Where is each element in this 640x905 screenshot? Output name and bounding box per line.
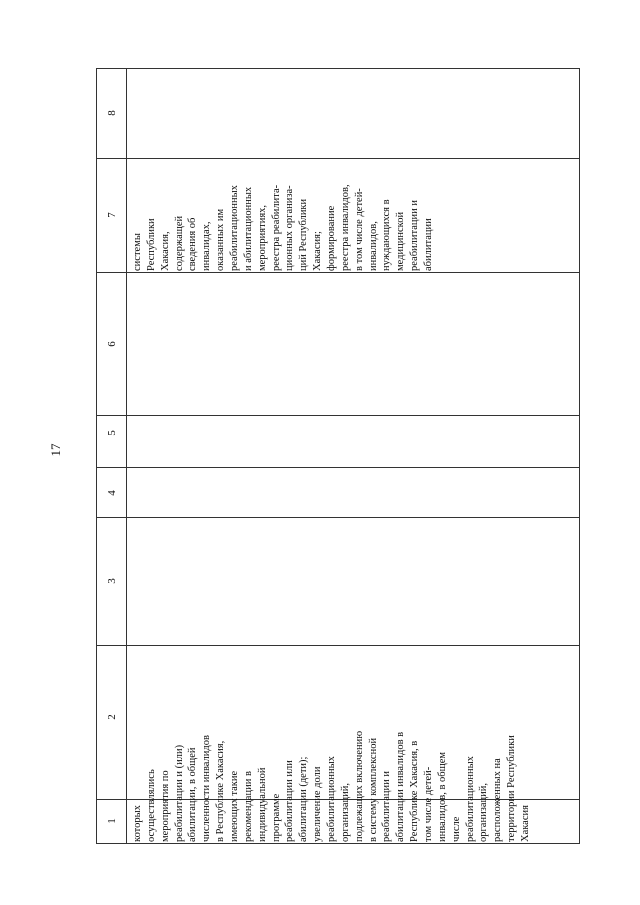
text-line: увеличение доли — [312, 766, 324, 842]
text-line: имеющих такие — [229, 770, 241, 842]
text-line: ционных организа- — [284, 185, 296, 271]
text-line: инвалидов, в общем — [436, 751, 448, 842]
text-line: абилитации, в общей — [187, 747, 199, 842]
text-line: Республики — [145, 218, 157, 271]
column-header-4: 4 — [106, 490, 118, 496]
text-line: содержащей — [173, 215, 185, 271]
text-line: реабилитации и (или) — [173, 744, 185, 842]
column-header-1: 1 — [106, 818, 118, 824]
text-line: численности инвалидов — [201, 735, 213, 842]
text-line: инвалидов, — [367, 221, 379, 271]
text-line: расположенных на — [492, 758, 504, 842]
text-line: в Республике Хакасия, — [215, 740, 227, 842]
text-line: программе — [270, 793, 282, 842]
column-header-5: 5 — [106, 430, 118, 436]
text-line: реестра инвалидов, — [339, 184, 351, 271]
text-line: мероприятиях, — [256, 204, 268, 271]
header-row — [97, 69, 127, 843]
text-line: Республике Хакасия, в — [409, 740, 421, 842]
text-line: мероприятия по — [159, 770, 171, 842]
column-header-7: 7 — [106, 212, 118, 218]
text-line: сведения об — [187, 217, 199, 271]
text-line: том числе детей- — [423, 766, 435, 842]
page-number: 17 — [48, 443, 63, 457]
text-line: реабилитации и — [409, 200, 421, 271]
text-line: оказанных им — [215, 208, 227, 271]
text-line: медицинской — [395, 211, 407, 271]
text-line: абилитации (дети); — [298, 756, 310, 842]
text-line: Хакасия — [520, 805, 532, 842]
text-line: нуждающихся в — [381, 199, 393, 271]
text-line: абилитации инвалидов в — [395, 731, 407, 842]
column-header-6: 6 — [106, 341, 118, 347]
text-line: реабилитации или — [284, 760, 296, 842]
text-line: подлежащих включению — [353, 730, 365, 842]
text-line: ций Республики — [298, 198, 310, 271]
text-line: формирование — [326, 205, 338, 271]
text-line: осуществлялись — [145, 769, 157, 842]
column-header-8: 8 — [106, 110, 118, 116]
text-line: числе — [450, 816, 462, 842]
text-line: реабилитации и — [381, 771, 393, 842]
text-line: организаций, — [339, 783, 351, 842]
text-line: инвалидах, — [201, 221, 213, 271]
text-line: абилитации — [423, 218, 435, 271]
text-line: территории Республики — [506, 735, 518, 842]
column-7-cell — [131, 0, 436, 271]
text-line: которых — [132, 805, 143, 842]
text-line: в том числе детей- — [353, 188, 365, 271]
text-line: индивидуальной — [256, 767, 268, 842]
text-line: системы — [132, 233, 143, 271]
column-header-2: 2 — [106, 714, 118, 720]
text-line: реестра реабилита- — [270, 184, 282, 271]
text-line: организаций, — [478, 783, 490, 842]
text-line: реабилитационных — [326, 756, 338, 842]
rotated-table — [96, 68, 580, 844]
text-line: Хакасия, — [159, 231, 171, 271]
text-line: Хакасия; — [312, 231, 324, 271]
column-header-3: 3 — [106, 578, 118, 584]
text-line: реабилитационных — [229, 185, 241, 271]
text-line: в систему комплексной — [367, 737, 379, 842]
text-line: реабилитационных — [464, 756, 476, 842]
text-line: и абилитационных — [242, 186, 254, 271]
text-line: рекомендации в — [242, 771, 254, 842]
